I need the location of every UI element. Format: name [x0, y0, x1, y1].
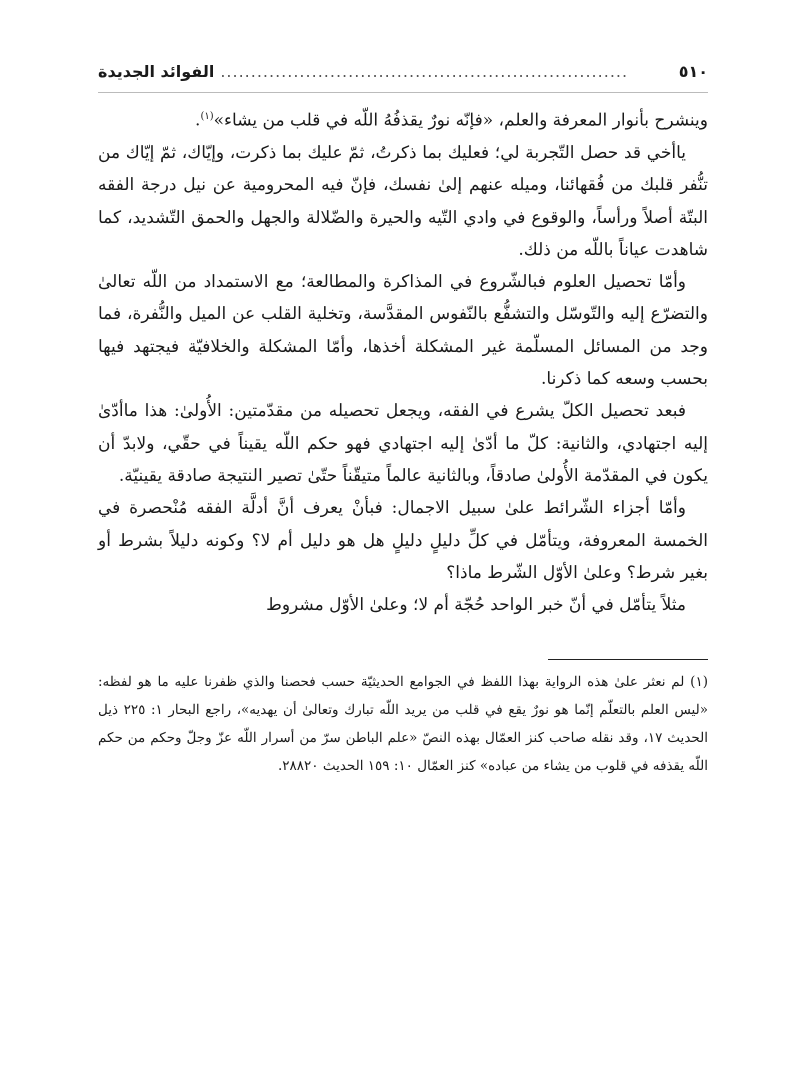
- dot-leader: ...................................................................: [220, 62, 629, 81]
- page-number: ٥١٠: [678, 62, 708, 81]
- paragraph: فبعد تحصيل الكلّ يشرع في الفقه، ويجعل تحصيله من مقدّمتين: الأُولىٰ: هذا ماأدّىٰ إليه اجتهادي، والثانية: كلّ ما أدّىٰ إليه اجتهادي فهو حكم اللّه يقيناً في حقّي، ولابدّ أن يكون في المقدّمة الأُولىٰ صادقاً، وبالثانية عالماً متيقّناً حتّىٰ تصير النتيجة صادقة يقينيّة.: [98, 401, 708, 486]
- paragraph: وأمّا تحصيل العلوم فبالشّروع في المذاكرة والمطالعة؛ مع الاستمداد من اللّه تعالىٰ والتضرّع إليه والتّوسّل والتشفُّع بالنّفوس المقدَّسة، وتخلية القلب عن الميل والنُّفرة، فما وجد من المسائل المسلّمة غير المشكلة أخذها، وأمّا المشكلة والخلافيّة فيجتهد فيها بحسب وسعه كما ذكرنا.: [98, 272, 708, 390]
- footnote-text: (١) لم نعثر علىٰ هذه الرواية بهذا اللفظ في الجوامع الحديثيّة حسب فحصنا والذي ظفرنا عليه ما هو لفظه: «ليس العلم بالتعلّم إنّما هو نورٌ يقع في قلب من يريد اللّه تبارك وتعالىٰ أن يهديه»، راجع البحار ١: ٢٢٥ ذيل الحديث ١٧، وقد نقله صاحب كنز العمّال بهذه النصّ «علم الباطن سرّ من أسرار اللّه عزّ وجلّ وحكم من حكم اللّه يقذفه في قلوب من يشاء من عباده» كنز العمّال ١٠: ١٥٩ الحديث ٢٨٨٢٠.: [98, 674, 708, 775]
- paragraph: وأمّا أجزاء الشّرائط علىٰ سبيل الاجمال: فبأنْ يعرف أنَّ أدلَّة الفقه مُنْحصرة في الخمسة المعروفة، ويتأمّل في كلِّ دليلٍ دليلٍ هل هو دليل أم لا؟ وكونه دليلاً بشرط أو بغير شرط؟ وعلىٰ الأوّل الشّرط ماذا؟: [98, 498, 708, 583]
- paragraph: وينشرح بأنوار المعرفة والعلم، «فإنّه نورٌ يقذفُهُ اللّه في قلب من يشاء»$^{(١)}$.: [195, 110, 708, 131]
- footnote-marker[interactable]: (١): [200, 111, 214, 122]
- footnote-divider: [548, 659, 708, 660]
- footnote: [98, 668, 708, 780]
- running-header: [98, 62, 708, 93]
- paragraph: مثلاً يتأمّل في أنّ خبر الواحد حُجّة أم لا؛ وعلىٰ الأوّل مشروط: [266, 595, 686, 616]
- book-page: [98, 62, 708, 780]
- paragraph: ياأخي قد حصل التّجربة لي؛ فعليك بما ذكرتُ، ثمّ عليك بما ذكرت، وإيّاك، ثمّ إيّاك من تنُّفر قلبك من فُقهائنا، وميله عنهم إلىٰ نفسك، فإنّ فيه المحرومية عن نيل درجة الفقه البتّة أصلاً ورأساً، والوقوع في وادي التّيه والحيرة والضّلالة والجهل والحمق التّشديد، كما شاهدت عياناً باللّه من ذلك.: [98, 142, 708, 260]
- running-title: الفوائد الجديدة: [98, 62, 215, 81]
- main-text: [98, 101, 708, 621]
